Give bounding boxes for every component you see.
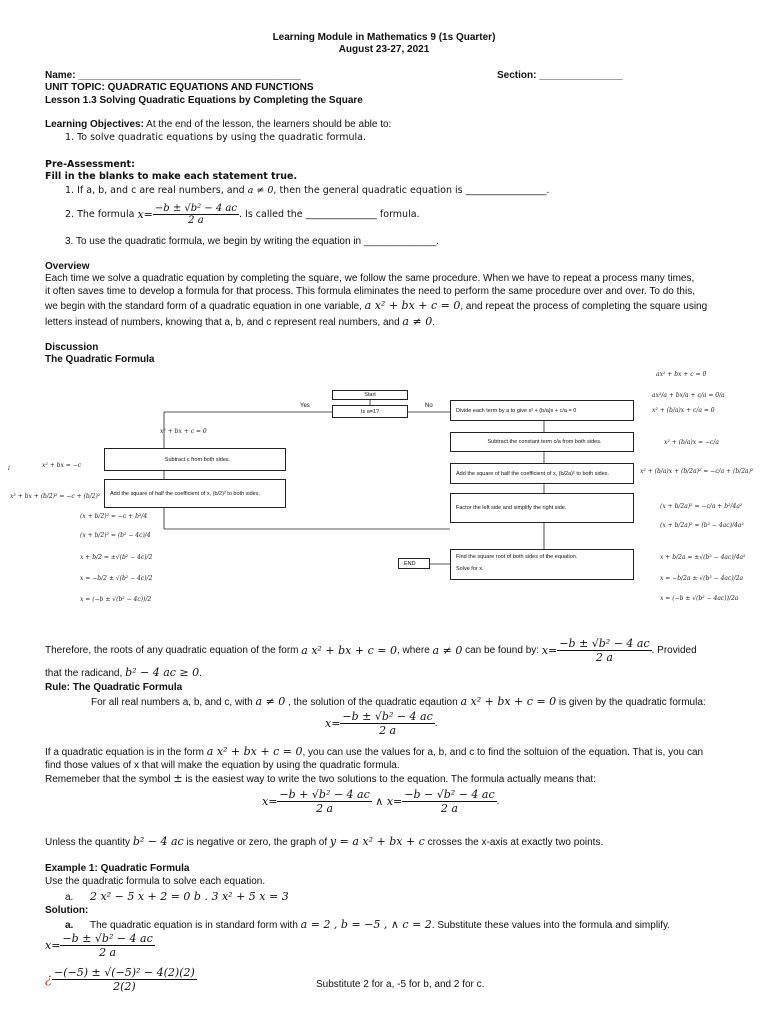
objective-item: 1. To solve quadratic equations by using the quadratic formula. (65, 132, 366, 143)
radicand-line (45, 666, 202, 679)
overview-line-4-math: a ≠ 0 (402, 315, 433, 328)
solution-a-math: a = 2 , b = −5 , ∧ c = 2 (300, 918, 432, 931)
if-a: If a quadratic equation is in the form (45, 747, 207, 758)
therefore-m2: a ≠ 0 (432, 644, 463, 657)
rule-formula (325, 710, 438, 737)
stray-mark: i (8, 465, 10, 472)
two-sol-numerator-2: −b − √b² − 4 ac (404, 788, 495, 801)
rule-m2: a x² + bx + c = 0 (460, 695, 557, 708)
flow-no-label: No (425, 403, 433, 409)
rule-line (91, 695, 706, 708)
radicand-b: . (199, 668, 202, 679)
therefore-formula (557, 637, 651, 664)
flow-right-box-4 (450, 493, 634, 523)
example-item (65, 890, 289, 903)
if-line-3-b: is the easiest way to write the two solutions to the equation. The formula actually means that: (182, 774, 596, 785)
overview-line-4-a: letters instead of numbers, knowing that a, b, and c represent real numbers, and (45, 317, 403, 328)
unless-m1: b² − 4 ac (132, 835, 184, 848)
therefore-numerator: −b ± √b² − 4 ac (559, 637, 650, 650)
two-sol-lhs-1: x= (262, 795, 278, 808)
overview-line-3-b: , and repeat the process of completing the square using (460, 301, 708, 312)
if-m1: a x² + bx + c = 0 (206, 745, 303, 758)
right-eq-6: (x + b/2a)² = −c/a + b²/4a² (660, 503, 743, 510)
module-title: Learning Module in Mathematics 9 (1s Quarter) (272, 32, 496, 43)
if-line-3-a: Rememeber that the symbol (45, 774, 174, 785)
if-line-3-math: ± (173, 772, 183, 785)
flow-right-box-3-label: Add the square of half the coefficient of x, (b/2a)² to both sides. (456, 470, 610, 477)
solution-a-tail: . Substitute these values into the formula and simplify. (431, 920, 671, 931)
overview-line-4-b: . (432, 317, 435, 328)
right-eq-8: x + b/2a = ±√(b² − 4ac)/4a² (660, 554, 746, 561)
substitution-denominator: 2(2) (113, 980, 136, 993)
two-sol-numerator-1: −b + √b² − 4 ac (279, 788, 370, 801)
solution-formula-lhs: x= (45, 939, 61, 952)
right-eq-3: x² + (b/a)x + c/a = 0 (652, 407, 715, 414)
overview-line-2: it often saves time to develop a formula for that process. This formula eliminates the need to perform the same procedure over and over. To do this, (45, 286, 695, 297)
pre-assessment-q1 (65, 185, 549, 196)
lesson-title: Lesson 1.3 Solving Quadratic Equations by Completing the Square (45, 95, 363, 106)
two-sol-denominator-2: 2 a (440, 802, 458, 815)
solution-formula (45, 932, 155, 959)
flow-start (332, 390, 408, 400)
q2-formula (153, 203, 239, 226)
if-b: , you can use the values for a, b, and c to find the soltuion of the equation. That is, you can (302, 747, 704, 758)
flow-left-box-1-label: Subtract c from both sides. (164, 456, 231, 463)
overview-title: Overview (45, 261, 90, 272)
therefore-denominator: 2 a (595, 651, 613, 664)
q2-numerator: −b ± √b² − 4 ac (154, 203, 237, 214)
flow-end-label: END (404, 560, 416, 567)
objectives-label: Learning Objectives: (45, 119, 144, 130)
objectives-line (45, 119, 391, 130)
flow-end (398, 558, 430, 569)
if-line-3 (45, 772, 596, 785)
if-line-2: find those values of x that will make the equation by using the quadratic formula. (45, 760, 400, 771)
q1-math: a ≠ 0 (247, 185, 274, 196)
substitution-note: Substitute 2 for a, -5 for b, and 2 for c. (316, 979, 485, 990)
two-sol-fraction-2 (402, 788, 496, 815)
solution-a-text: The quadratic equation is in standard form with (90, 920, 301, 931)
unless-line (45, 835, 603, 848)
solution-label: Solution: (45, 905, 89, 916)
right-eq-9: x = −b/2a ± √(b² − 4ac)/2a (660, 575, 744, 582)
flow-right-box-1 (450, 400, 634, 421)
flow-right-box-6-label: Solve for x. (456, 566, 484, 572)
two-sol-denominator-1: 2 a (316, 802, 334, 815)
objectives-text: At the end of the lesson, the learners should be able to: (143, 119, 392, 130)
flow-right-box-5-label: Find the square root of both sides of the equation. (456, 554, 578, 560)
unless-m2: y = a x² + bx + c (329, 835, 425, 848)
flowchart (0, 365, 768, 615)
rule-tail: . (434, 718, 438, 729)
flow-right-box-5 (450, 549, 634, 580)
flow-decision (332, 405, 408, 418)
therefore-line (45, 637, 697, 664)
overview-line-4 (45, 315, 435, 328)
pre-assessment-title: Pre-Assessment: (45, 159, 135, 170)
left-eq-1: x² + bx + c = 0 (160, 428, 207, 435)
therefore-c: can be found by: (462, 645, 542, 656)
rule-m1: a ≠ 0 (255, 695, 286, 708)
right-eq-7: (x + b/2a)² = (b² − 4ac)/4a² (660, 522, 744, 529)
example-item-label: a. (65, 892, 74, 903)
substitution-line (45, 966, 197, 993)
flow-right-box-4-label: Factor the left side and simplify the right side. (456, 505, 567, 511)
flow-decision-label: Is a=1? (360, 408, 380, 415)
q2-lhs: x= (137, 208, 153, 221)
flow-left-box-2-label: Add the square of half the coefficient of x, (b/2)² to both sides. (110, 490, 261, 497)
q2-text-b: . Is called the _______________ formula. (239, 209, 420, 220)
example-item-math: 2 x² − 5 x + 2 = 0 b . 3 x² + 5 x = 3 (90, 890, 289, 903)
therefore-lhs: x= (541, 644, 558, 657)
solution-formula-numerator: −b ± √b² − 4 ac (62, 932, 153, 945)
q2-denominator: 2 a (188, 215, 204, 226)
left-eq-5: (x + b/2)² = (b² − 4c)/4 (80, 532, 151, 539)
flow-yes-label: Yes (300, 403, 310, 409)
flow-right-box-3 (450, 463, 634, 484)
two-solutions-formula (262, 788, 499, 815)
rule-b: , the solution of the quadratic eqaution (285, 697, 461, 708)
rule-a: For all real numbers a, b, and c, with (91, 697, 256, 708)
pre-assessment-q2 (65, 203, 420, 226)
rule-numerator: −b ± √b² − 4 ac (342, 710, 433, 723)
overview-line-1: Each time we solve a quadratic equation by completing the square, we follow the same procedure. When we have to repeat a process many times, (45, 273, 695, 284)
flow-left-box-2 (104, 479, 286, 508)
radicand-a: that the radicand, (45, 668, 126, 679)
flow-right-box-2 (450, 432, 634, 452)
rule-lhs: x= (325, 717, 341, 730)
rule-title: Rule: The Quadratic Formula (45, 682, 183, 693)
flow-left-box-1 (104, 448, 286, 471)
module-date: August 23-27, 2021 (338, 44, 430, 55)
two-sol-mid: ∧ x= (371, 795, 403, 808)
right-eq-1: ax² + bx + c = 0 (656, 371, 707, 378)
right-eq-5: x² + (b/a)x + (b/2a)² = −c/a + (b/2a)² (640, 468, 754, 475)
section-field[interactable]: Section: _______________ (497, 70, 623, 81)
pre-assessment-instruction: Fill in the blanks to make each statement true. (45, 171, 298, 182)
substitution-numerator: −(−5) ± √(−5)² − 4(2)(2) (53, 966, 195, 979)
right-eq-10: x = (−b ± √(b² − 4ac))/2a (660, 595, 739, 602)
unless-a: Unless the quantity (45, 837, 133, 848)
example-title: Example 1: Quadratic Formula (45, 863, 190, 874)
q1-text-a: 1. If a, b, and c are real numbers, and (65, 185, 248, 196)
unless-c: crosses the x-axis at exactly two points. (424, 837, 604, 848)
rule-c: is given by the quadratic formula: (556, 697, 706, 708)
solution-a-line (65, 918, 670, 931)
flow-start-label: Start (364, 392, 376, 398)
unit-topic: UNIT TOPIC: QUADRATIC EQUATIONS AND FUNCTIONS (45, 82, 314, 93)
overview-line-3-a: we begin with the standard form of a quadratic equation in one variable, (45, 301, 365, 312)
example-instruction: Use the quadratic formula to solve each equation. (45, 876, 266, 887)
right-eq-2: ax²/a + bx/a + c/a = 0/a (652, 392, 725, 399)
rule-denominator: 2 a (379, 724, 397, 737)
q1-text-b: , then the general quadratic equation is _________________. (273, 185, 550, 196)
discussion-title: Discussion (45, 342, 99, 353)
left-eq-3: x² + bx + (b/2)² = −c + (b/2)² (10, 493, 101, 500)
q2-text-a: 2. The formula (65, 209, 138, 220)
left-eq-7: x = −b/2 ± √(b² − 4c)/2 (80, 575, 153, 582)
left-eq-4: (x + b/2)² = −c + b²/4 (80, 513, 148, 520)
solution-a-label: a. (65, 920, 74, 931)
pre-assessment-q3: 3. To use the quadratic formula, we begin by writing the equation in _____________. (65, 236, 439, 247)
solution-formula-fraction (60, 932, 154, 959)
left-eq-8: x = (−b ± √(b² − 4c))/2 (80, 596, 152, 603)
left-eq-2: x² + bx = −c (42, 462, 82, 469)
solution-formula-denominator: 2 a (99, 946, 117, 959)
rule-fraction (340, 710, 434, 737)
therefore-b: , where (396, 645, 433, 656)
two-sol-tail: . (496, 796, 500, 807)
radicand-math: b² − 4 ac ≥ 0 (125, 666, 200, 679)
flow-right-box-1-label: Divide each term by a to give x² + (b/a)x + c/a = 0 (456, 407, 577, 414)
right-eq-4: x² + (b/a)x = −c/a (664, 439, 719, 446)
flow-right-box-2-label: Subtract the constant term c/a from both sides. (487, 439, 602, 445)
substitution-prefix: ¿ (45, 972, 52, 987)
therefore-m1: a x² + bx + c = 0 (301, 644, 397, 657)
therefore-d: . Provided (651, 645, 697, 656)
discussion-subtitle: The Quadratic Formula (45, 354, 155, 365)
name-field[interactable]: Name: ________________________________________ (45, 70, 301, 81)
substitution-fraction (52, 966, 197, 993)
unless-b: is negative or zero, the graph of (183, 837, 330, 848)
two-sol-fraction-1 (277, 788, 371, 815)
therefore-a: Therefore, the roots of any quadratic equation of the form (45, 645, 302, 656)
overview-line-3 (45, 299, 707, 312)
overview-line-3-math: a x² + bx + c = 0 (364, 299, 461, 312)
if-line-1 (45, 745, 703, 758)
left-eq-6: x + b/2 = ±√(b² − 4c)/2 (80, 554, 153, 561)
